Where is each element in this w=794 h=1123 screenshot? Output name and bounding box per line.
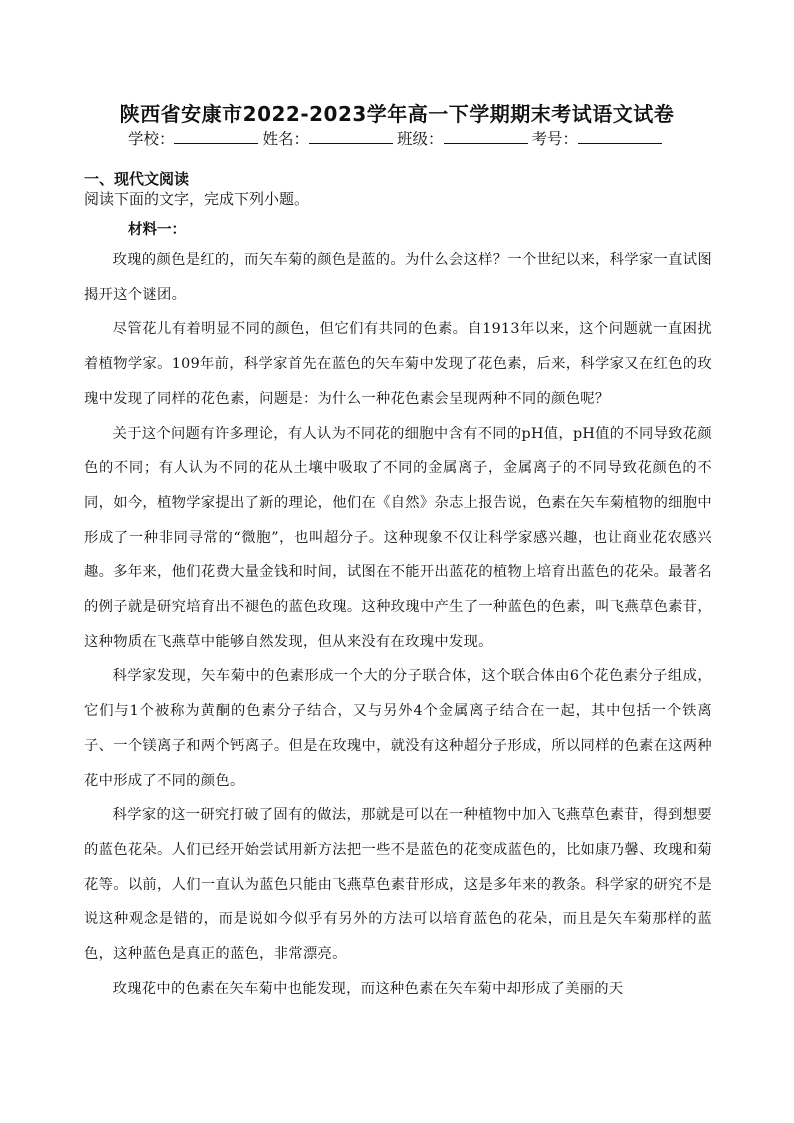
passage-paragraph: 关于这个问题有许多理论，有人认为不同花的细胞中含有不同的pH值，pH值的不同导致花颜色的不同；有人认为不同的花从土壤中吸取了不同的金属离子，金属离子的不同导致花颜色的不同，如今，植物学家提出了新的理论，他们在《自然》杂志上报告说，色素在矢车菊植物的细胞中形成了一种非同寻常的“微胞”，也叫超分子。这种现象不仅让科学家感兴趣，也让商业花农感兴趣。多年来，他们花费大量金钱和时间，试图在不能开出蓝花的植物上培育出蓝色的花朵。最著名的例子就是研究培育出不褪色的蓝色玫瑰。这种玫瑰中产生了一种蓝色的色素，叫飞燕草色素苷，这种物质在飞燕草中能够自然发现，但从来没有在玫瑰中发现。 bbox=[84, 425, 712, 650]
school-field bbox=[128, 127, 263, 149]
reading-instruction: 阅读下面的文字，完成下列小题。 bbox=[84, 190, 310, 208]
passage-body bbox=[84, 243, 712, 1006]
name-field bbox=[262, 127, 397, 149]
exam-number-blank[interactable] bbox=[578, 129, 662, 144]
class-field bbox=[397, 127, 532, 149]
name-blank[interactable] bbox=[309, 129, 393, 144]
passage-paragraph: 尽管花儿有着明显不同的颜色，但它们有共同的色素。自1913年以来，这个问题就一直困扰着植物学家。109年前，科学家首先在蓝色的矢车菊中发现了花色素，后来，科学家又在红色的玫瑰中发现了同样的花色素，问题是：为什么一种花色素会呈现两种不同的颜色呢？ bbox=[84, 321, 712, 407]
material-label: 材料一： bbox=[128, 221, 186, 238]
passage-paragraph: 玫瑰的颜色是红的，而矢车菊的颜色是蓝的。为什么会这样？一个世纪以来，科学家一直试图揭开这个谜团。 bbox=[84, 252, 712, 303]
section-heading: 一、现代文阅读 bbox=[84, 170, 190, 188]
student-info-line bbox=[0, 127, 794, 149]
passage-paragraph: 科学家发现，矢车菊中的色素形成一个大的分子联合体，这个联合体由6个花色素分子组成，它们与1个被称为黄酮的色素分子结合，又与另外4个金属离子结合在一起，其中包括一个铁离子、一个镁离子和两个钙离子。但是在玫瑰中，就没有这种超分子形成，所以同样的色素在这两种花中形成了不同的颜色。 bbox=[84, 668, 712, 789]
exam-number-label: 考号： bbox=[531, 130, 579, 148]
class-blank[interactable] bbox=[444, 129, 528, 144]
school-label: 学校： bbox=[127, 130, 175, 148]
class-label: 班级： bbox=[397, 130, 444, 148]
passage-paragraph: 科学家的这一研究打破了固有的做法，那就是可以在一种植物中加入飞燕草色素苷，得到想要的蓝色花朵。人们已经开始尝试用新方法把一些不是蓝色的花变成蓝色的，比如康乃馨、玫瑰和菊花等。以前，人们一直认为蓝色只能由飞燕草色素苷形成，这是多年来的教条。科学家的研究不是说这种观念是错的，而是说如今似乎有另外的方法可以培育蓝色的花朵，而且是矢车菊那样的蓝色，这种蓝色是真正的蓝色，非常漂亮。 bbox=[84, 807, 712, 963]
passage-paragraph: 玫瑰花中的色素在矢车菊中也能发现，而这种色素在矢车菊中却形成了美丽的天 bbox=[112, 980, 624, 997]
school-blank[interactable] bbox=[174, 129, 258, 144]
exam-number-field bbox=[532, 127, 667, 149]
page-title: 陕西省安康市2022-2023学年高一下学期期末考试语文试卷 bbox=[119, 102, 675, 126]
name-label: 姓名： bbox=[262, 130, 309, 148]
